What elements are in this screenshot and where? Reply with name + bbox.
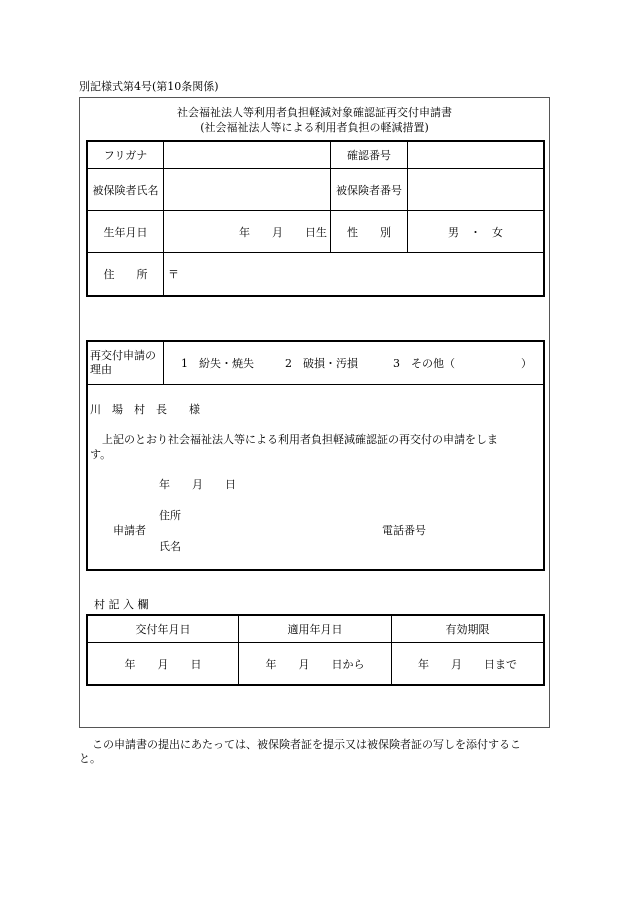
insured-name-field[interactable] [165,169,329,210]
furigana-field[interactable] [165,142,329,168]
village-section-title: 村 記 入 欄 [94,598,149,611]
confirmation-number-field[interactable] [408,142,543,168]
issue-date-header: 交付年月日 [135,623,191,636]
birthdate-field[interactable]: 年 月 日生 [239,225,327,239]
footer-note: この申請書の提出にあたっては、被保険者証を提示又は被保険者証の写しを添付するこ [92,738,521,751]
footer-note-cont: と。 [79,752,101,765]
address-field[interactable] [168,253,538,295]
addressee: 川 場 村 長 様 [90,403,200,416]
reason-option-lost[interactable]: 1 紛失・焼失 [181,357,254,370]
reason-label: 再交付申請の 理由 [90,349,156,377]
form-code: 別記様式第4号(第10条関係) [79,80,219,93]
request-text: 上記のとおり社会福祉法人等による利用者負担軽減確認証の再交付の申請をしま [102,433,498,446]
reason-option-other[interactable]: 3 その他（ ） [393,357,532,370]
address-label: 住 所 [103,268,148,281]
postal-mark: 〒 [168,268,179,281]
applicant-address-label: 住所 [159,509,181,522]
applicant-name-label: 氏名 [159,540,181,553]
applied-date-value[interactable]: 年 月 日から [265,657,365,671]
applicant-phone-label: 電話番号 [382,524,426,537]
request-text-cont: す。 [90,448,112,461]
reason-option-damaged[interactable]: 2 破損・汚損 [285,357,358,370]
sex-options[interactable]: 男 ・ 女 [448,225,503,239]
applied-date-header: 適用年月日 [287,623,343,636]
form-title: 社会福祉法人等利用者負担軽減対象確認証再交付申請書 [177,106,452,119]
applicant-label: 申請者 [113,524,146,537]
insured-number-field[interactable] [408,169,543,210]
validity-header: 有効期限 [445,623,490,636]
sex-label: 性 別 [347,225,391,239]
furigana-label: フリガナ [103,149,148,162]
application-date[interactable]: 年 月 日 [159,478,236,491]
insured-name-label: 被保険者氏名 [92,183,159,197]
issue-date-value[interactable]: 年 月 日 [124,657,202,671]
birthdate-label: 生年月日 [103,225,148,239]
validity-value[interactable]: 年 月 日まで [418,657,517,671]
confirmation-number-label: 確認番号 [347,149,391,162]
form-subtitle: (社会福祉法人等による利用者負担の軽減措置) [200,121,429,134]
insured-number-label: 被保険者番号 [336,183,402,197]
